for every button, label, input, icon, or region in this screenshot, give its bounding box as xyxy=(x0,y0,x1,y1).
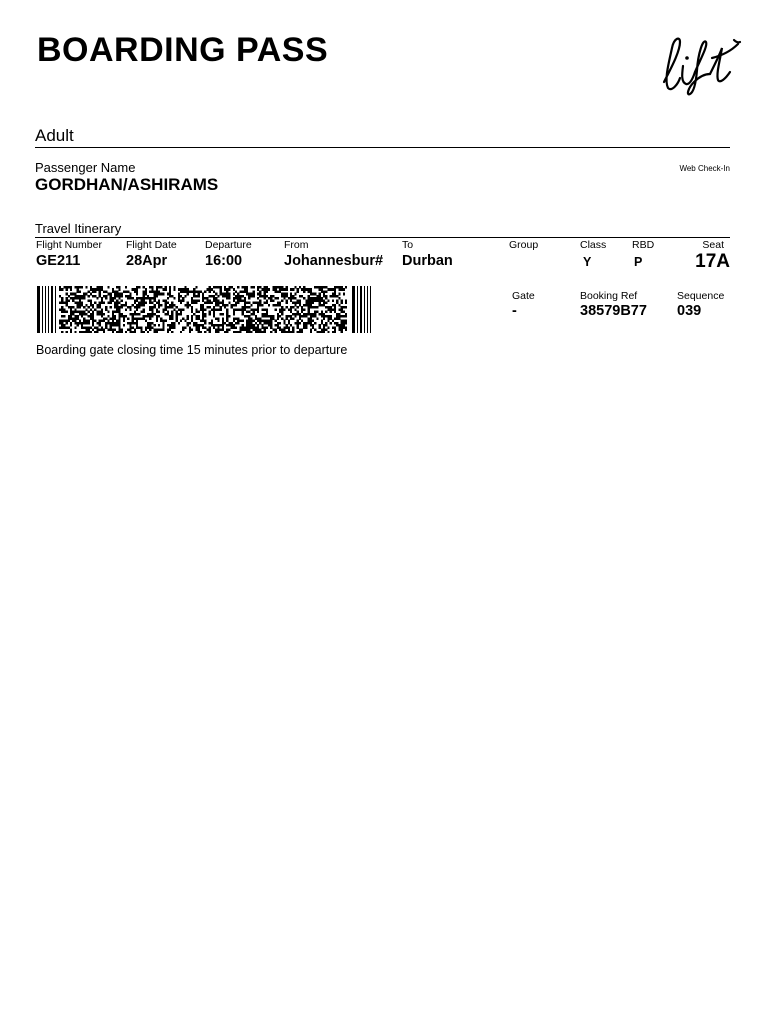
gate-value: - xyxy=(512,303,517,319)
booking-ref: 38579B77 xyxy=(580,303,647,319)
sequence-number: 039 xyxy=(677,303,702,319)
web-checkin-label: Web Check-In xyxy=(679,164,730,173)
to-city: Durban xyxy=(402,253,453,269)
pdf417-barcode xyxy=(37,286,371,333)
group-label: Group xyxy=(509,239,539,251)
lift-logo xyxy=(650,30,742,100)
rbd-label: RBD xyxy=(632,239,655,251)
divider xyxy=(35,237,730,238)
seat-value: 17A xyxy=(695,251,730,272)
flight-number: GE211 xyxy=(36,253,81,269)
flight-date-label: Flight Date xyxy=(126,239,177,251)
from-label: From xyxy=(284,239,309,251)
rbd-value: P xyxy=(634,255,643,269)
gate-label: Gate xyxy=(512,290,535,302)
itinerary-label: Travel Itinerary xyxy=(35,221,122,236)
sequence-label: Sequence xyxy=(677,290,725,302)
passenger-type: Adult xyxy=(35,126,74,145)
page-title: BOARDING PASS xyxy=(37,31,329,69)
flight-date: 28Apr xyxy=(126,253,168,269)
booking-ref-label: Booking Ref xyxy=(580,290,638,302)
to-label: To xyxy=(402,239,414,251)
seat-label: Seat xyxy=(702,239,724,251)
from-city: Johannesbur# xyxy=(284,253,384,269)
departure-time: 16:00 xyxy=(205,253,243,269)
divider xyxy=(35,147,730,148)
class-value: Y xyxy=(583,255,592,269)
passenger-name: GORDHAN/ASHIRAMS xyxy=(35,175,219,194)
departure-label: Departure xyxy=(205,239,252,251)
flight-number-label: Flight Number xyxy=(36,239,102,251)
passenger-name-label: Passenger Name xyxy=(35,160,136,175)
class-label: Class xyxy=(580,239,607,251)
gate-closing-note: Boarding gate closing time 15 minutes prior to departure xyxy=(36,343,348,357)
